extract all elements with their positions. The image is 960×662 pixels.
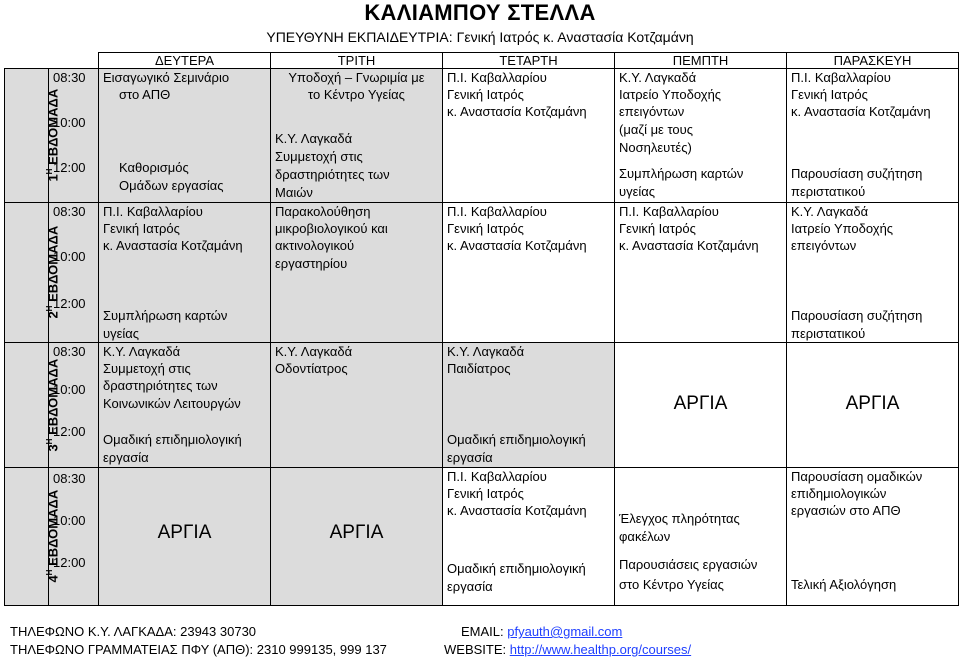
w2-thursday-cell: Π.Ι. Καβαλλαρίου Γενική Ιατρός κ. Αναστασία Κοτζαμάνη: [615, 203, 787, 343]
week-1-label: $1^H$ ΕΒΔΟΜΑΔΑ: [5, 69, 49, 203]
holiday-label: ΑΡΓΙΑ: [329, 522, 384, 543]
page-title: ΚΑΛΙΑΜΠΟΥ ΣΤΕΛΛΑ: [364, 0, 596, 25]
w3-monday-cell: Κ.Υ. Λαγκαδά Συμμετοχή στις δραστηριότητες των Κοινωνικών Λειτουργών Ομαδική επιδημιολογική εργασία: [99, 343, 271, 468]
responsible-name: Γενική Ιατρός κ. Αναστασία Κοτζαμάνη: [456, 29, 694, 45]
w4-wednesday-cell: Π.Ι. Καβαλλαρίου Γενική Ιατρός κ. Αναστασία Κοτζαμάνη Ομαδική επιδημιολογική εργασία: [443, 468, 615, 606]
w1-thursday-cell: Κ.Υ. Λαγκαδά Ιατρείο Υποδοχής επειγόντων (μαζί με τους Νοσηλευτές) Συμπλήρωση καρτών υγείας: [615, 69, 787, 203]
responsible-label: ΥΠΕΥΘΥΝΗ ΕΚΠΑΙΔΕΥΤΡΙΑ:: [266, 29, 453, 45]
phone-secretariat: ΤΗΛΕΦΩΝΟ ΓΡΑΜΜΑΤΕΙΑΣ ΠΦΥ (ΑΠΘ): 2310 999135, 999 137: [10, 642, 387, 657]
w1-monday-cell: Εισαγωγικό Σεμινάριο στο ΑΠΘ Καθορισμός Ομάδων εργασίας: [99, 69, 271, 203]
day-header-monday: ΔΕΥΤΕΡΑ: [99, 53, 271, 69]
week-2-label: $2^H$ ΕΒΔΟΜΑΔΑ: [5, 203, 49, 343]
w3-thursday-cell: [615, 343, 787, 468]
schedule-table: ΔΕΥΤΕΡΑ ΤΡΙΤΗ ΤΕΤΑΡΤΗ ΠΕΜΠΤΗ ΠΑΡΑΣΚΕΥΗ $1^H$ ΕΒΔΟΜΑΔΑ 08:30 10:00 12:00 Εισαγωγικό Σεμινάριο στο ΑΠΘ Καθορισμός Ομάδων εργασίας Υποδοχή – Γνωριμία με το Κέντρο Υγείας Κ.Υ. Λαγκαδά Συμμετοχή στις δραστηριότητες των Μαιών Π.Ι. Καβαλλαρίου Γενική Ιατρός κ. Αναστασία Κοτζαμάνη Κ.Υ. Λαγκαδά Ιατρείο Υποδοχής επειγόντων (μαζί με τους Νοσηλευτές) Συμπλήρωση καρτών υγείας Π.Ι. Καβαλλαρίου Γενική Ιατρός κ. Αναστασία Κοτζαμάνη Παρουσίαση συζήτηση περιστατικού $2^H$ ΕΒΔΟΜΑΔΑ 08:30 10:00 12:00 Π.Ι. Καβαλλαρίου Γενική Ιατρός κ. Αναστασία Κοτζαμάνη Συμπλήρωση καρτών υγείας Παρακολούθηση μικροβιολογικού και ακτινολογικού εργαστηρίου Π.Ι. Καβαλλαρίου Γενική Ιατρός κ. Αναστασία Κοτζαμάνη Π.Ι. Καβαλλαρίου Γενική Ιατρός κ. Αναστασία Κοτζαμάνη Κ.Υ. Λαγκαδά Ιατρείο Υποδοχής επειγόντων Παρουσίαση συζήτηση περιστατικού $3^H$ ΕΒΔΟΜΑΔΑ 08:30 10:00 12:00 Κ.Υ. Λαγκαδά Συμμετοχή στις δραστηριότητες των Κοινωνικών Λειτουργών Ομαδική επιδημιολογική εργασία Κ.Υ. Λαγκαδά Οδοντίατρος Κ.Υ. Λαγκαδά Παιδίατρος Ομαδική επιδημιολογική εργασία ΑΡΓΙΑ ΑΡΓΙΑ $4^H$ ΕΒΔΟΜΑΔΑ 08:30 10:00 12:00 ΑΡΓΙΑ ΑΡΓΙΑ Π.Ι. Καβαλλαρίου Γενική Ιατρός κ. Αναστασία Κοτζαμάνη Ομαδική επιδημιολογική εργασία Έλεγχος πληρότητας φακέλων Παρουσιάσεις εργασιών στο Κέντρο Υγείας Παρουσίαση ομαδικών επιδημιολογικών εργασιών στο ΑΠΘ Τελική Αξιολόγηση: [4, 52, 959, 606]
website-label: WEBSITE:: [444, 642, 507, 657]
w4-friday-cell: Παρουσίαση ομαδικών επιδημιολογικών εργασιών στο ΑΠΘ Τελική Αξιολόγηση: [787, 468, 959, 606]
w3-wednesday-cell: Κ.Υ. Λαγκαδά Παιδίατρος Ομαδική επιδημιολογική εργασία: [443, 343, 615, 468]
email-label: EMAIL:: [461, 624, 504, 639]
w1-wednesday-cell: Π.Ι. Καβαλλαρίου Γενική Ιατρός κ. Αναστασία Κοτζαμάνη: [443, 69, 615, 203]
w2-monday-cell: Π.Ι. Καβαλλαρίου Γενική Ιατρός κ. Αναστασία Κοτζαμάνη Συμπλήρωση καρτών υγείας: [99, 203, 271, 343]
time-0830: 08:30: [53, 70, 86, 85]
email-link[interactable]: pfyauth@gmail.com: [507, 624, 623, 639]
w4-tuesday-cell: [271, 468, 443, 606]
w3-tuesday-cell: Κ.Υ. Λαγκαδά Οδοντίατρος: [271, 343, 443, 468]
w4-thursday-cell: Έλεγχος πληρότητας φακέλων Παρουσιάσεις εργασιών στο Κέντρο Υγείας: [615, 468, 787, 606]
phone-lagkada: ΤΗΛΕΦΩΝΟ Κ.Υ. ΛΑΓΚΑΔΑ: 23943 30730: [10, 624, 257, 639]
day-header-friday: ΠΑΡΑΣΚΕΥΗ: [787, 53, 959, 69]
holiday-label: ΑΡΓΙΑ: [673, 393, 728, 414]
w4-monday-cell: [99, 468, 271, 606]
day-header-tuesday: ΤΡΙΤΗ: [271, 53, 443, 69]
w2-tuesday-cell: Παρακολούθηση μικροβιολογικού και ακτινολογικού εργαστηρίου: [271, 203, 443, 343]
website-link[interactable]: http://www.healthp.org/courses/: [509, 642, 692, 657]
email-line: [461, 624, 622, 639]
w3-friday-cell: [787, 343, 959, 468]
w1-tuesday-cell: Υποδοχή – Γνωριμία με το Κέντρο Υγείας Κ.Υ. Λαγκαδά Συμμετοχή στις δραστηριότητες των Μαιών: [271, 69, 443, 203]
day-header-wednesday: ΤΕΤΑΡΤΗ: [443, 53, 615, 69]
w1-friday-cell: Π.Ι. Καβαλλαρίου Γενική Ιατρός κ. Αναστασία Κοτζαμάνη Παρουσίαση συζήτηση περιστατικού: [787, 69, 959, 203]
time-1200: 12:00: [53, 160, 86, 175]
week-4-label: $4^H$ ΕΒΔΟΜΑΔΑ: [5, 468, 49, 606]
time-1000: 10:00: [53, 115, 86, 130]
responsible-line: [0, 29, 960, 45]
holiday-label: ΑΡΓΙΑ: [845, 393, 900, 414]
day-header-thursday: ΠΕΜΠΤΗ: [615, 53, 787, 69]
w2-friday-cell: Κ.Υ. Λαγκαδά Ιατρείο Υποδοχής επειγόντων Παρουσίαση συζήτηση περιστατικού: [787, 203, 959, 343]
website-line: [444, 642, 691, 657]
w2-wednesday-cell: Π.Ι. Καβαλλαρίου Γενική Ιατρός κ. Αναστασία Κοτζαμάνη: [443, 203, 615, 343]
week-3-label: $3^H$ ΕΒΔΟΜΑΔΑ: [5, 343, 49, 468]
holiday-label: ΑΡΓΙΑ: [157, 522, 212, 543]
